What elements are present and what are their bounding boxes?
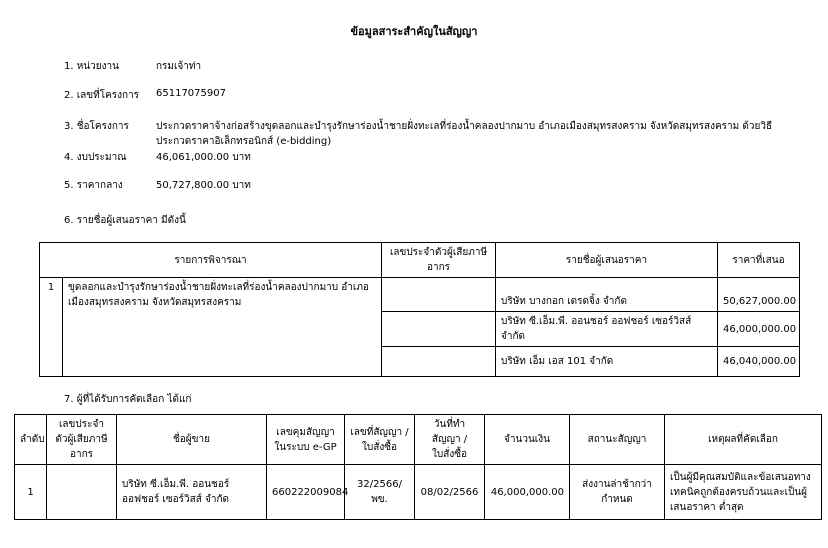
value-budget: 46,061,000.00 บาท	[156, 152, 251, 163]
header-reason: เหตุผลที่คัดเลือก	[665, 415, 822, 465]
label-project-id: 2. เลขที่โครงการ	[64, 90, 140, 101]
header-price: ราคาที่เสนอ	[718, 243, 800, 278]
section6-heading: 6. รายชื่อผู้เสนอราคา มีดังนี้	[64, 215, 186, 226]
row-vendor: บริษัท ซี.เอ็ม.พี. ออนชอร์ ออฟชอร์ เซอร์วิสส์ จำกัด	[117, 465, 267, 520]
selected-vendor-table	[14, 414, 822, 520]
bidder-name: บริษัท เอ็ม เอส 101 จำกัด	[496, 347, 718, 377]
header-item: รายการพิจารณา	[40, 243, 382, 278]
bidder-price: 46,000,000.00	[718, 312, 800, 347]
header-bidder: รายชื่อผู้เสนอราคา	[496, 243, 718, 278]
bidder-price: 50,627,000.00	[718, 278, 800, 312]
item-number: 1	[40, 278, 63, 377]
bidder-tax-id	[382, 278, 496, 312]
section7-heading: 7. ผู้ที่ได้รับการคัดเลือก ได้แก่	[64, 394, 192, 405]
label-project-name: 3. ชื่อโครงการ	[64, 121, 129, 132]
header-amount: จำนวนเงิน	[485, 415, 570, 465]
row-egp-number: 660222009084	[267, 465, 345, 520]
row-number: 1	[15, 465, 47, 520]
row-status: ส่งงานล่าช้ากว่ากำหนด	[570, 465, 665, 520]
label-median-price: 5. ราคากลาง	[64, 180, 123, 191]
bidders-table	[39, 242, 800, 377]
item-description: ขุดลอกและบำรุงรักษาร่องน้ำชายฝั่งทะเลที่ร่องน้ำคลองปากมาบ อำเภอเมืองสมุทรสงคราม จังหวัดสมุทรสงคราม	[63, 278, 382, 377]
row-reason: เป็นผู้มีคุณสมบัติและข้อเสนอทางเทคนิคถูกต้องครบถ้วนและเป็นผู้เสนอราคา ต่ำสุด	[665, 465, 822, 520]
row-tax-id	[47, 465, 117, 520]
bidder-tax-id	[382, 347, 496, 377]
bidder-tax-id	[382, 312, 496, 347]
header-vendor: ชื่อผู้ขาย	[117, 415, 267, 465]
row-contract-date: 08/02/2566	[415, 465, 485, 520]
value-agency: กรมเจ้าท่า	[156, 61, 202, 72]
header-tax-id: เลขประจำตัวผู้เสียภาษีอากร	[382, 243, 496, 278]
value-project-id: 65117075907	[156, 88, 226, 99]
header-contract-date: วันที่ทำสัญญา / ใบสั่งซื้อ	[415, 415, 485, 465]
value-median-price: 50,727,800.00 บาท	[156, 180, 251, 191]
label-agency: 1. หน่วยงาน	[64, 61, 119, 72]
header-order: ลำดับ	[15, 415, 47, 465]
header-tax-id: เลขประจำตัวผู้เสียภาษีอากร	[47, 415, 117, 465]
label-budget: 4. งบประมาณ	[64, 152, 127, 163]
row-contract-number: 32/2566/พข.	[345, 465, 415, 520]
header-egp: เลขคุมสัญญาในระบบ e-GP	[267, 415, 345, 465]
value-project-name: ประกวดราคาจ้างก่อสร้างขุดลอกและบำรุงรักษาร่องน้ำชายฝั่งทะเลที่ร่องน้ำคลองปากมาบ อำเภอเมืองสมุทรสงคราม จังหวัดสมุทรสงคราม ด้วยวิธีประกวดราคาอิเล็กทรอนิกส์ (e-bidding)	[156, 121, 773, 147]
row-amount: 46,000,000.00	[485, 465, 570, 520]
header-contract-no: เลขที่สัญญา / ใบสั่งซื้อ	[345, 415, 415, 465]
bidder-name: บริษัท ซี.เอ็ม.พี. ออนชอร์ ออฟชอร์ เซอร์วิสส์ จำกัด	[496, 312, 718, 347]
bidder-name: บริษัท บางกอก เดรดจิ้ง จำกัด	[496, 278, 718, 312]
document-title: ข้อมูลสาระสำคัญในสัญญา	[350, 25, 478, 38]
header-status: สถานะสัญญา	[570, 415, 665, 465]
bidder-price: 46,040,000.00	[718, 347, 800, 377]
